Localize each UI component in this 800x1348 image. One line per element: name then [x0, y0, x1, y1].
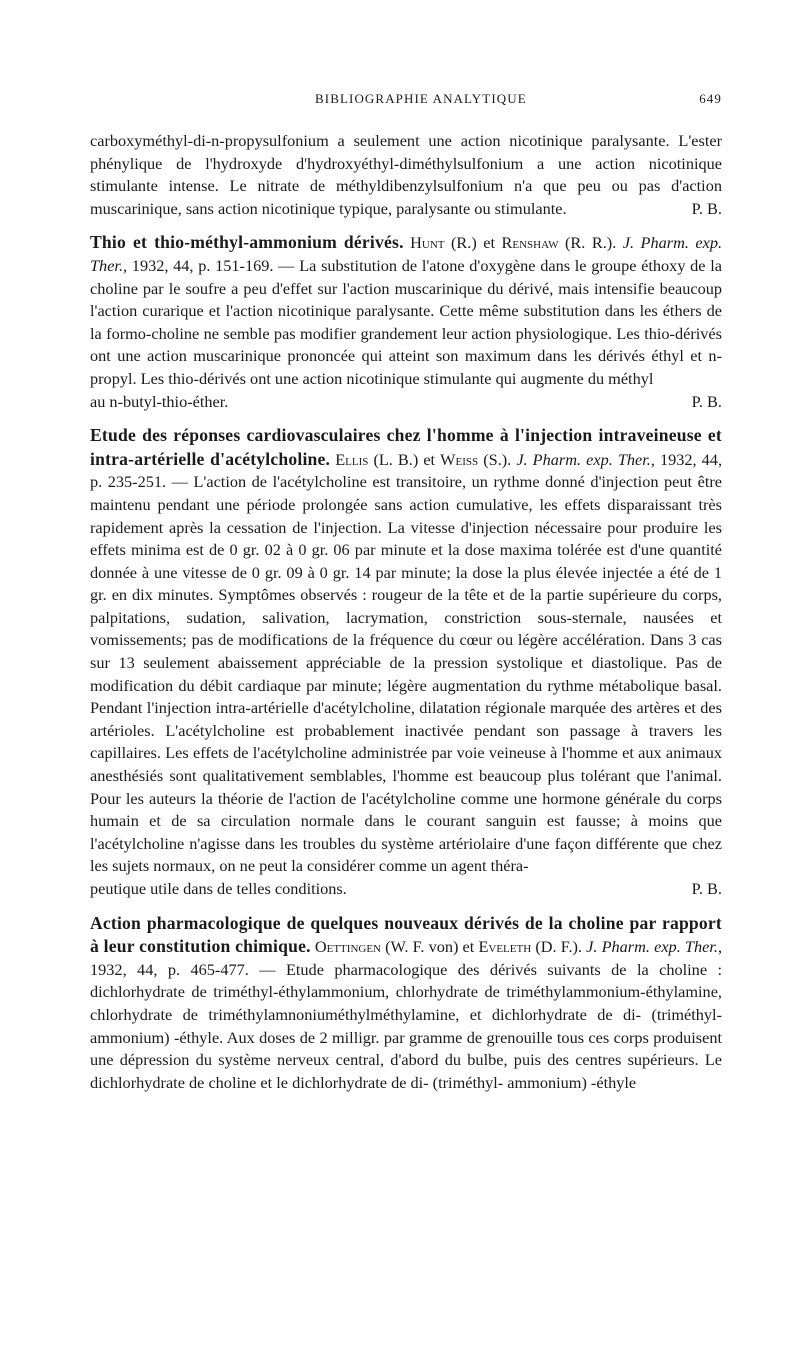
bibliography-entry [90, 424, 722, 878]
citation-details: , 1932, 44, p. 465-477. — [90, 937, 723, 979]
entry-last-line [90, 878, 722, 901]
page-body [90, 130, 722, 1094]
author-initials: (R.) et [451, 233, 496, 253]
author-initials: (W. F. von) et [385, 937, 475, 957]
page-header [90, 88, 722, 110]
author-name: Ellis [335, 449, 369, 469]
journal-name: J. Pharm. exp. Ther. [516, 449, 651, 469]
citation-details: , 1932, 44, p. 235-251. — [90, 449, 723, 492]
entry-title: Action pharmacologique de quelques nouveaux dérivés de la choline par rapport à leur constitution chimique. [90, 912, 722, 957]
entry-initials: P. B. [691, 198, 722, 218]
bibliography-entry [90, 231, 722, 390]
author-name: Weiss [440, 449, 479, 469]
author-initials: (L. B.) et [373, 449, 436, 469]
citation-details: , 1932, 44, p. 151-169. — [123, 255, 295, 275]
continuation-paragraph [90, 130, 722, 220]
journal-name: J. Pharm. exp. Ther. [90, 233, 723, 275]
running-title: BIBLIOGRAPHIE ANALYTIQUE [315, 91, 527, 106]
entry-last-line [90, 391, 722, 414]
entry-title: Etude des réponses cardiovasculaires chez l'homme à l'injection intraveineuse et intra-artérielle d'acétylcholine. [90, 425, 722, 469]
author-name: Renshaw [501, 233, 559, 253]
author-initials: (R. R.). [565, 233, 617, 253]
abstract-text: L'action de l'acétylcholine est transitoire, un rythme donné d'injection peut être maintenu pendant une période prolongée sans action cumulative, les effets disparaissant très rapidement après la cessation de l'injection. La vitesse d'injection nécessaire pour produire les effets minima est de 0 gr. 02 à 0 gr. 06 par minute et la dose maxima tolérée est d'une quantité donnée à une vitesse de 0 gr. 09 à 0 gr. 14 par minute; la dose la plus élevée injectée a été de 1 gr. en dix minutes. Symptômes observés : rougeur de la tête et de la partie supérieure du corps, palpitations, sudation, salivation, lacrymation, constriction sous-sternale, nausées et vomissements; pas de modifications de la fréquence du cœur ou légère accélération. Dans 3 cas sur 13 seulement abaissement appréciable de la pression systolique et diastolique. Pas de modification du débit cardiaque par minute; légère augmentation du rythme métabolique basal. Pendant l'injection intra-artérielle d'acétylcholine, dilatation régionale marquée des artères et des artérioles. L'acétylcholine est probablement inactivée pendant son passage à travers les capillaires. Les effets de l'acétylcholine administrée par voie veineuse à l'homme et aux animaux anesthésiés sont qualitativement semblables, l'homme est beaucoup plus tolérant que l'animal. Pour les auteurs la théorie de l'action de l'acétylcholine comme une hormone générale du corps humain et de sa circulation normale dans le courant sanguin est fausse; à moins que l'acétylcholine n'agisse dans les troubles du système artériolaire d'une façon différente que chez les sujets normaux, on ne peut la considérer comme un agent théra- [90, 472, 722, 876]
bibliography-entry [90, 912, 722, 1095]
author-name: Eveleth [478, 937, 532, 957]
entry-title: Thio et thio-méthyl-ammonium dérivés. [90, 232, 404, 253]
author-initials: (D. F.). [535, 937, 583, 957]
entry-initials: P. B. [691, 879, 722, 898]
page-number: 649 [699, 91, 722, 106]
journal-name: J. Pharm. exp. Ther. [586, 937, 718, 957]
abstract-last-line: peutique utile dans de telles conditions. [90, 879, 347, 898]
author-initials: (S.). [483, 449, 512, 469]
entry-initials: P. B. [691, 391, 722, 411]
author-name: Oettingen [314, 937, 381, 957]
author-name: Hunt [410, 233, 445, 253]
continuation-text: carboxyméthyl-di-n-propysulfonium a seulement une action nicotinique paralysante. L'ester phénylique de l'hydroxyde d'hydroxyéthyl-diméthylsulfonium a une action nicotinique stimulante intense. Le nitrate de méthyldibenzylsulfonium n'a que peu ou pas d'action muscarinique, sans action nicotinique typique, paralysante ou stimulante. [90, 131, 722, 218]
abstract-text: La substitution de l'atone d'oxygène dans le groupe éthoxy de la choline par le soufre a peu d'effet sur l'action muscarinique du dérivé, mais intensifie beaucoup l'action curarique et l'action nicotinique paralysante. Cette même substitution dans les éthers de la formo-choline ne semble pas modifier grandement leur action physiologique. Les thio-dérivés ont une action muscarinique prononcée qui atteint son maximum dans les dérivés éthyl et n-propyl. Les thio-dérivés ont une action nicotinique stimulante qui augmente du méthyl [90, 255, 722, 388]
abstract-text: Etude pharmacologique des dérivés suivants de la choline : dichlorhydrate de triméthyl-éthylammonium, chlorhydrate de triméthylammonium-éthylamine, chlorhydrate de triméthylamnoniuméthylméthylamine, et dichlorhydrate de di- (triméthyl-ammonium) -éthyle. Aux doses de 2 milligr. par gramme de grenouille tous ces corps produisent une dépression du système nerveux central, d'abord du bulbe, puis des centres supérieurs. Le dichlorhydrate de choline et le dichlorhydrate de di- (triméthyl- ammonium) -éthyle [90, 959, 722, 1092]
abstract-last-line: au n-butyl-thio-éther. [90, 391, 229, 411]
